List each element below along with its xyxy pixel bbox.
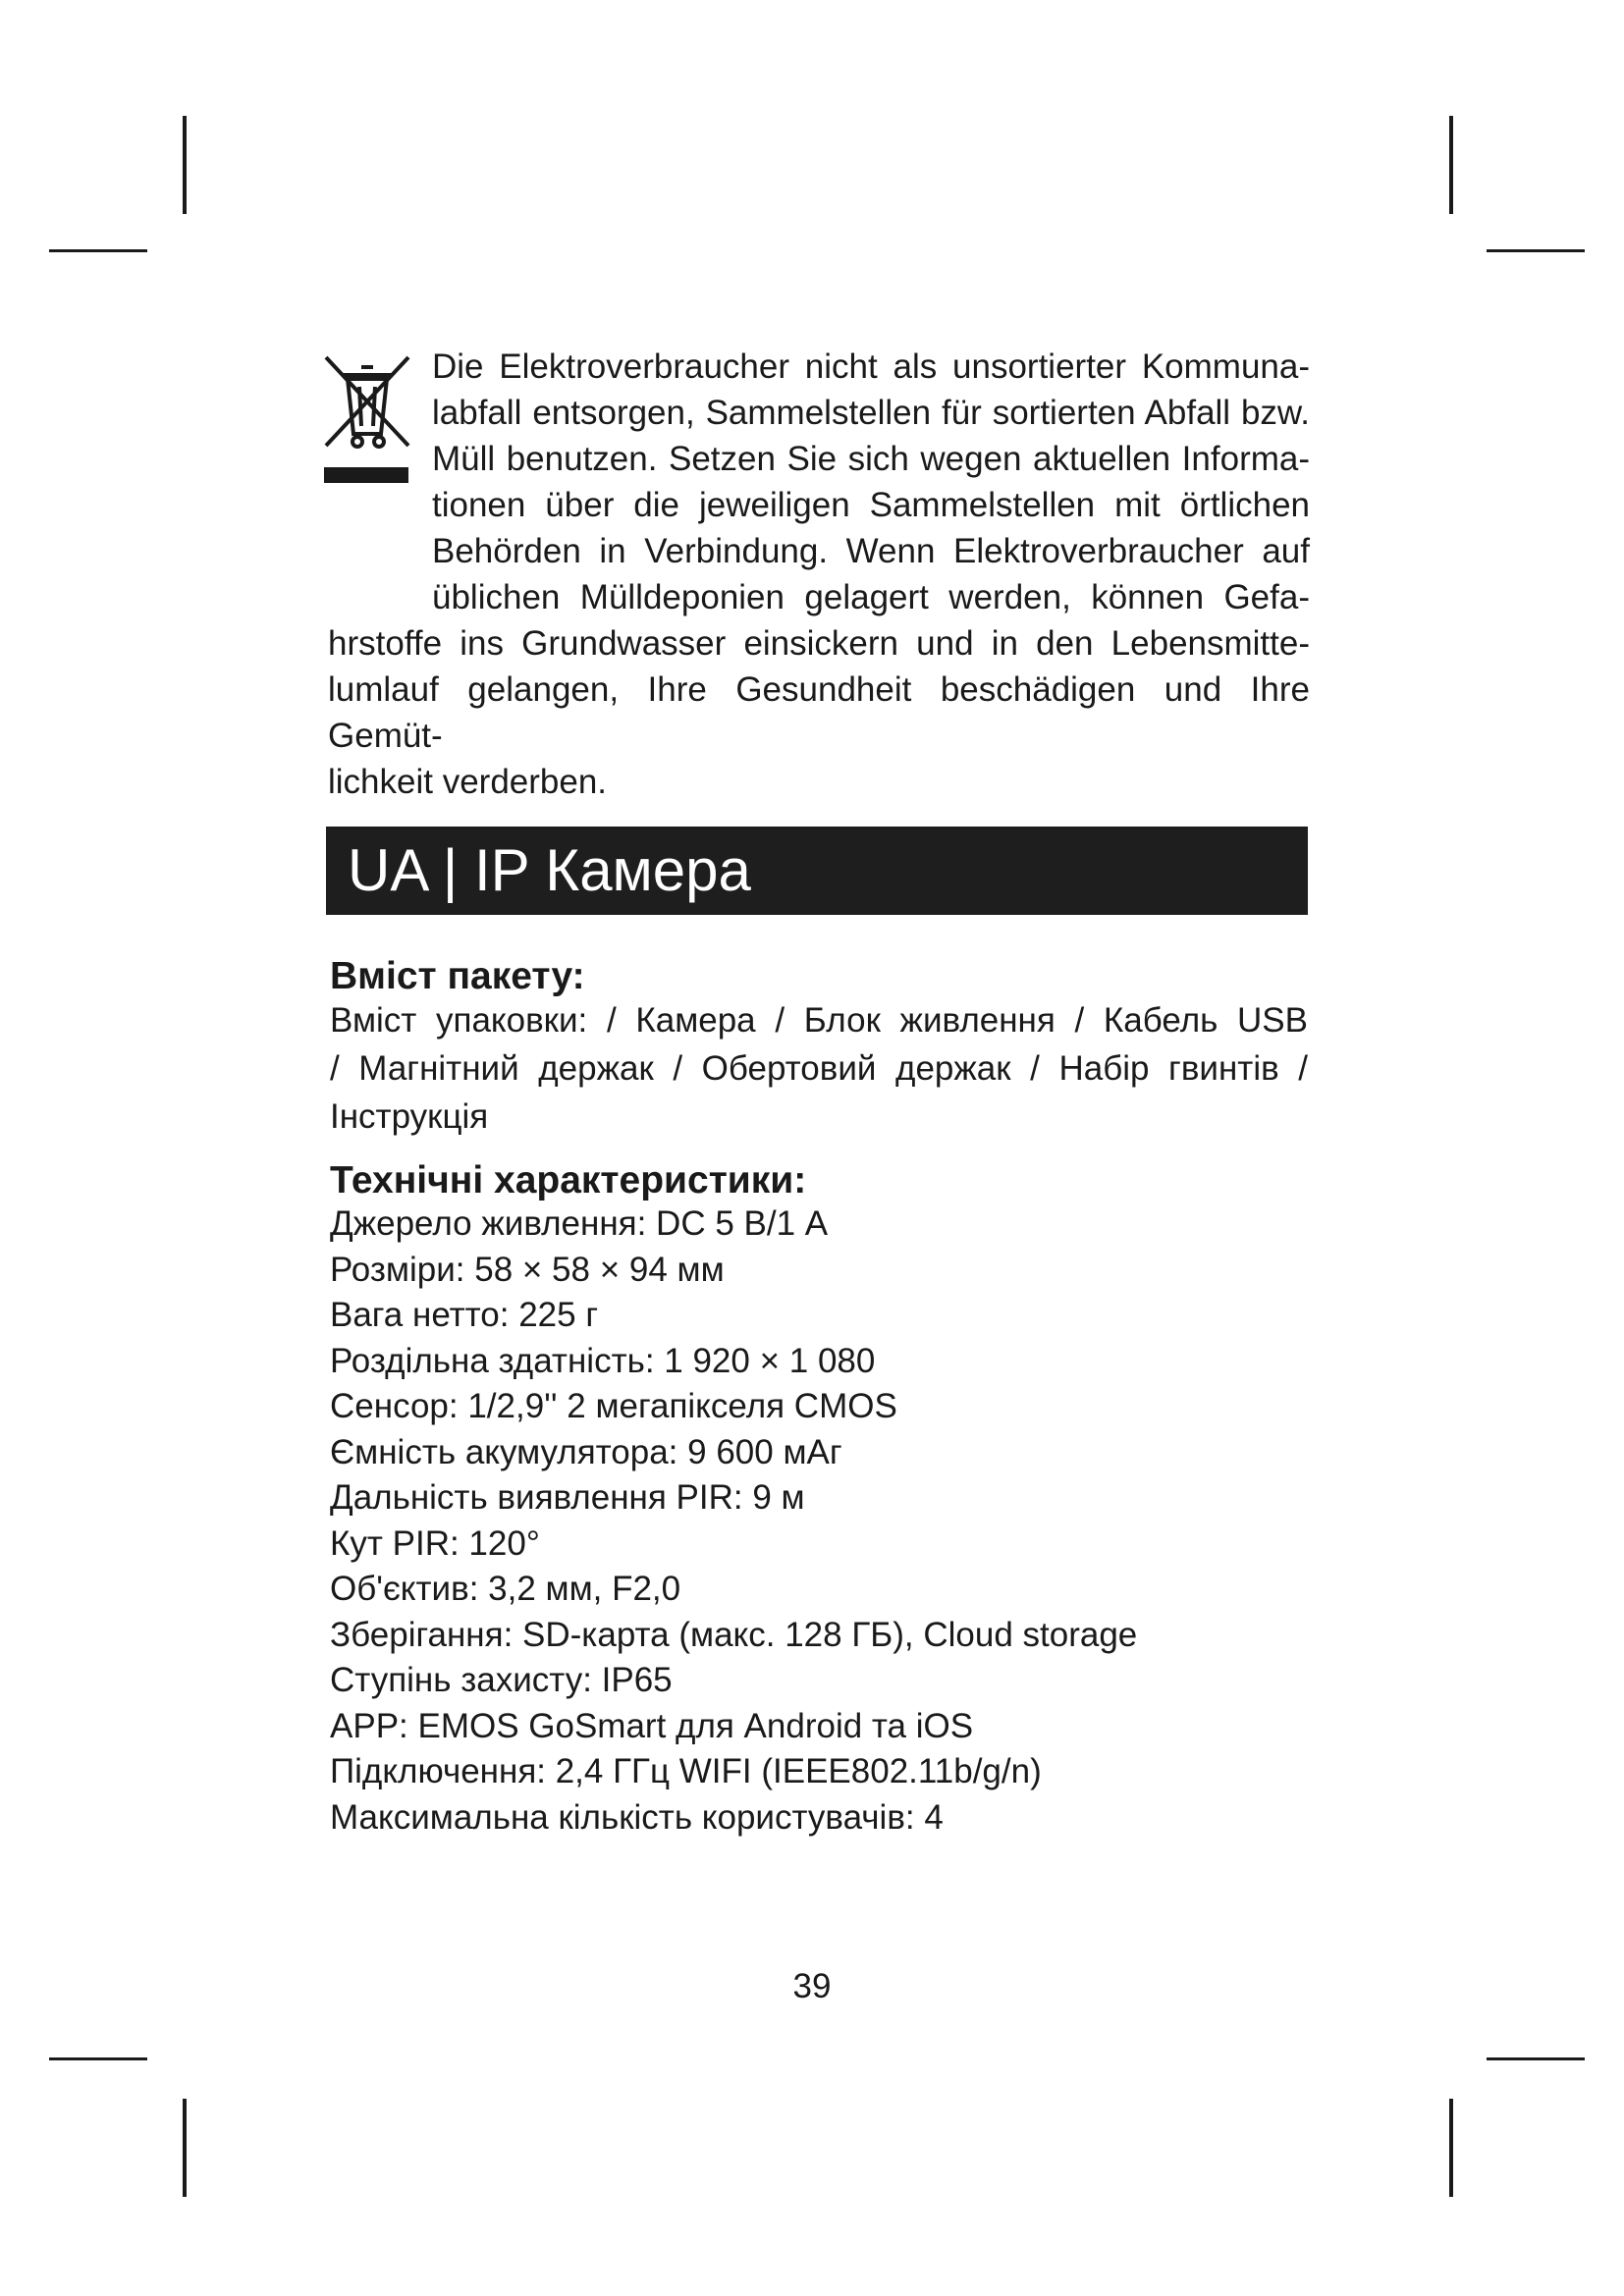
spec-item: Максимальна кількість користувачів: 4 (330, 1797, 944, 1837)
weee-notice-line: hrstoffe ins Grundwasser einsickern und in den Lebensmitte- (328, 624, 1310, 663)
weee-notice-line: lichkeit verderben. (328, 763, 608, 801)
weee-notice-line: Behörden in Verbindung. Wenn Elektroverbraucher auf (432, 532, 1310, 570)
crop-mark-bottom-right-vertical (1449, 2099, 1453, 2197)
spec-item: Розміри: 58 × 58 × 94 мм (330, 1250, 725, 1289)
package-contents-text (330, 996, 1308, 1141)
weee-notice-line: tionen über die jeweiligen Sammelstellen mit örtlichen (432, 486, 1310, 524)
specs-heading: Технічні характеристики: (330, 1159, 807, 1201)
package-contents-line: Інструкція (330, 1097, 489, 1136)
spec-item: Кут PIR: 120° (330, 1523, 540, 1563)
spec-item: Джерело живлення: DC 5 В/1 А (330, 1204, 829, 1243)
weee-notice-wrapped (432, 344, 1310, 620)
crop-mark-top-right-vertical (1449, 116, 1453, 214)
crop-mark-bottom-right-horizontal (1487, 2057, 1585, 2060)
crop-mark-top-left-horizontal (49, 249, 147, 252)
spec-item: Дальність виявлення PIR: 9 м (330, 1478, 805, 1517)
spec-item: Підключення: 2,4 ГГц WIFI (IEEE802.11b/g/n) (330, 1752, 1042, 1790)
weee-notice-line: labfall entsorgen, Sammelstellen für sortierten Abfall bzw. (432, 394, 1310, 432)
weee-notice-line: Müll benutzen. Setzen Sie sich wegen aktuellen Informa- (432, 440, 1310, 478)
spec-item: Ємність акумулятора: 9 600 мАг (330, 1432, 842, 1471)
weee-notice-full-width (328, 620, 1310, 805)
crop-mark-top-right-horizontal (1487, 249, 1585, 252)
spec-item: Зберігання: SD-карта (макс. 128 ГБ), Cloud storage (330, 1615, 1138, 1654)
spec-item: Ступінь захисту: IP65 (330, 1661, 673, 1699)
weee-notice-line: üblichen Mülldeponien gelagert werden, können Gefa- (432, 578, 1310, 616)
spec-item: Об'єктив: 3,2 мм, F2,0 (330, 1570, 681, 1608)
package-contents-line: / Магнітний держак / Обертовий держак / Набір гвинтів / (330, 1049, 1308, 1088)
page-number: 39 (792, 1967, 832, 2005)
section-title-bar (326, 827, 1308, 915)
spec-item: APP: EMOS GoSmart для Android та iOS (330, 1706, 974, 1745)
spec-item: Сенсор: 1/2,9'' 2 мегапікселя CMOS (330, 1387, 897, 1425)
weee-notice-line: Die Elektroverbraucher nicht als unsortierter Kommuna- (432, 347, 1310, 386)
crop-mark-top-left-vertical (183, 116, 187, 214)
weee-crossed-bin-icon (322, 351, 412, 489)
crop-mark-bottom-left-horizontal (49, 2057, 147, 2060)
specs-list (330, 1201, 1312, 1841)
weee-notice-line: lumlauf gelangen, Ihre Gesundheit beschädigen und Ihre Gemüt- (328, 670, 1310, 755)
spec-item: Вага нетто: 225 г (330, 1296, 599, 1334)
spec-item: Роздільна здатність: 1 920 × 1 080 (330, 1341, 876, 1380)
package-contents-heading: Вміст пакету: (330, 955, 585, 997)
crop-mark-bottom-left-vertical (183, 2099, 187, 2197)
package-contents-line: Вміст упаковки: / Камера / Блок живлення / Кабель USB (330, 1001, 1308, 1040)
section-title: UA | IP Камера (348, 837, 751, 903)
